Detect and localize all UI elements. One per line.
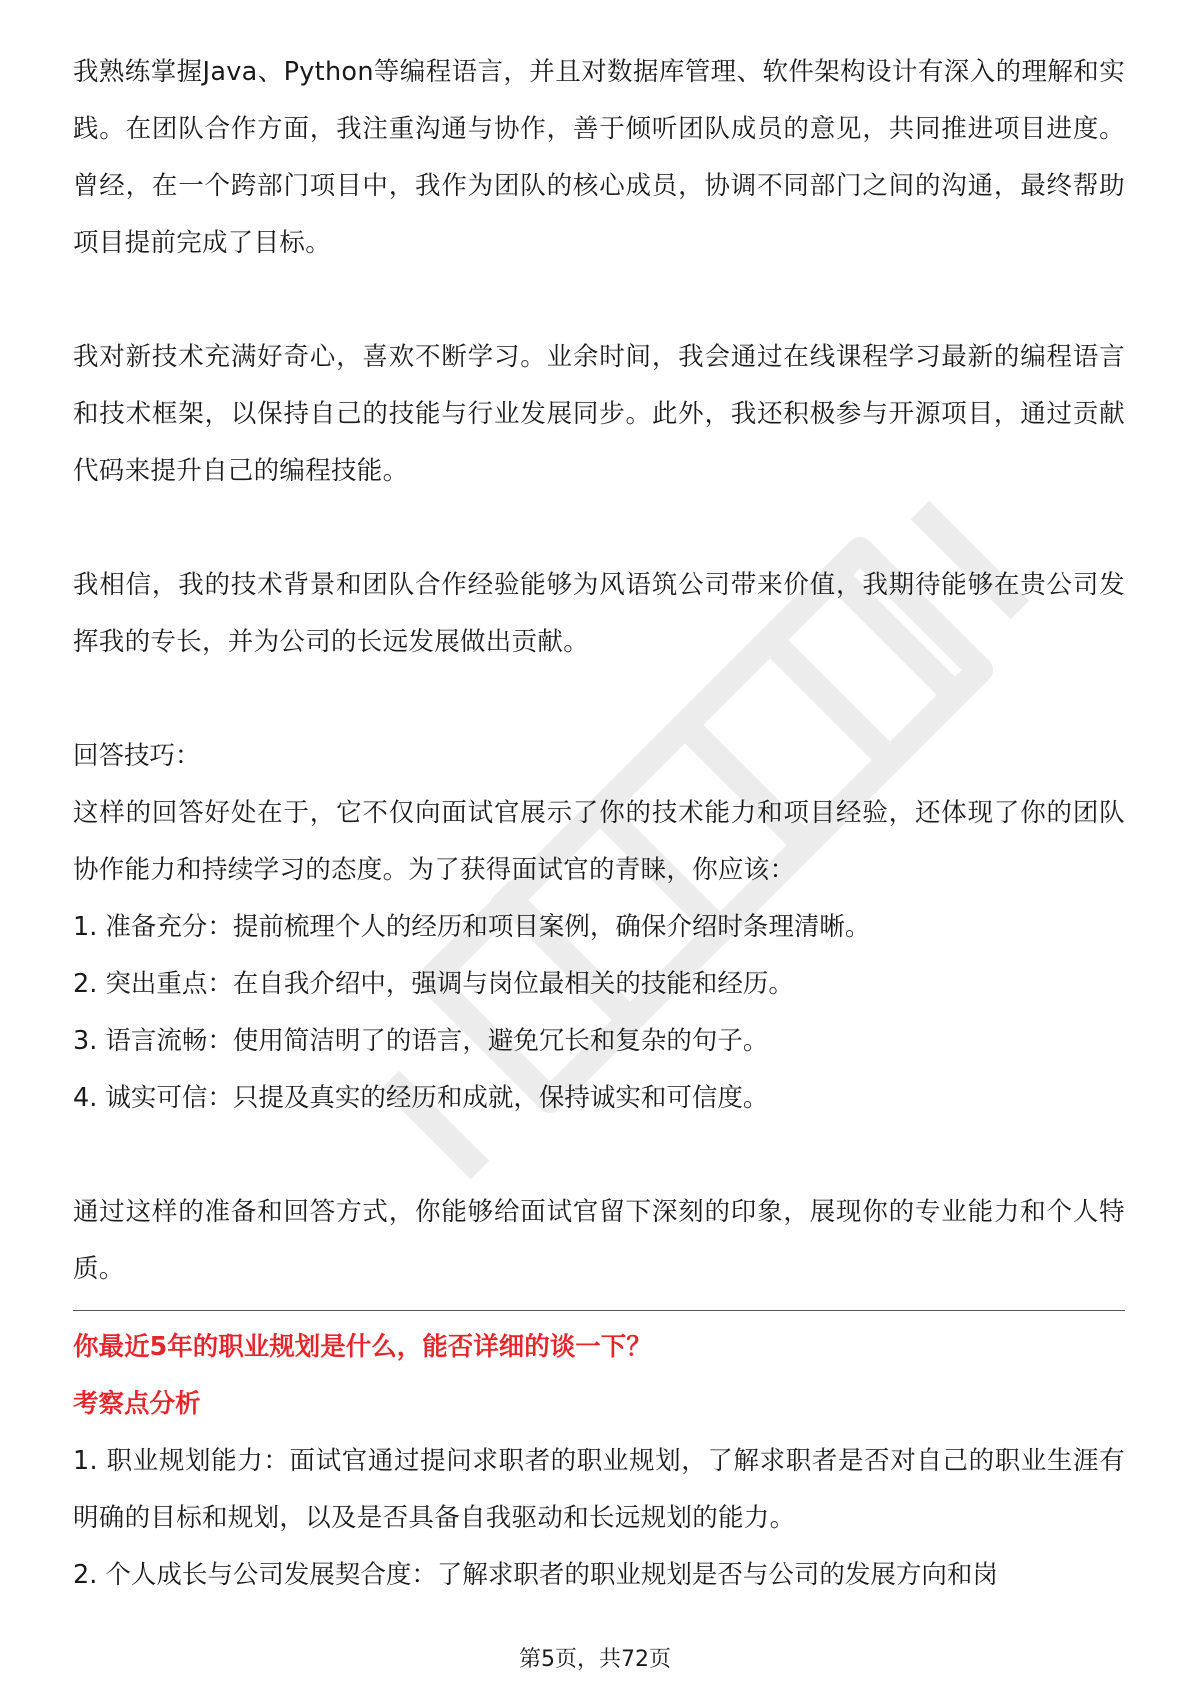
section-divider xyxy=(73,1310,1125,1311)
analysis-point: 2. 个人成长与公司发展契合度：了解求职者的职业规划是否与公司的发展方向和岗 xyxy=(73,1560,998,1590)
tips-heading: 回答技巧： xyxy=(73,741,201,771)
tips-item: 4. 诚实可信：只提及真实的经历和成就，保持诚实和可信度。 xyxy=(73,1083,769,1113)
paragraph-learning: 我对新技术充满好奇心，喜欢不断学习。业余时间，我会通过在线课程学习最新的编程语言和技术框架，以保持自己的技能与行业发展同步。此外，我还积极参与开源项目，通过贡献代码来提升自己的编程技能。 xyxy=(73,342,1125,486)
tips-item: 1. 准备充分：提前梳理个人的经历和项目案例，确保介绍时条理清晰。 xyxy=(73,912,871,942)
tips-item: 2. 突出重点：在自我介绍中，强调与岗位最相关的技能和经历。 xyxy=(73,969,794,999)
tips-conclusion: 通过这样的准备和回答方式，你能够给面试官留下深刻的印象，展现你的专业能力和个人特质。 xyxy=(73,1197,1125,1284)
analysis-point: 1. 职业规划能力：面试官通过提问求职者的职业规划，了解求职者是否对自己的职业生涯有明确的目标和规划，以及是否具备自我驱动和长远规划的能力。 xyxy=(73,1446,1125,1533)
main-content xyxy=(73,44,1125,1604)
analysis-heading: 考察点分析 xyxy=(73,1389,201,1419)
tips-intro: 这样的回答好处在于，它不仅向面试官展示了你的技术能力和项目经验，还体现了你的团队协作能力和持续学习的态度。为了获得面试官的青睐，你应该： xyxy=(73,798,1125,885)
tips-item: 3. 语言流畅：使用简洁明了的语言，避免冗长和复杂的句子。 xyxy=(73,1026,769,1056)
paragraph-value: 我相信，我的技术背景和团队合作经验能够为风语筑公司带来价值，我期待能够在贵公司发挥我的专长，并为公司的长远发展做出贡献。 xyxy=(73,570,1125,657)
question-title: 你最近5年的职业规划是什么，能否详细的谈一下？ xyxy=(73,1332,652,1362)
page-number: 第5页，共72页 xyxy=(519,1647,671,1672)
paragraph-tech-skills: 我熟练掌握Java、Python等编程语言，并且对数据库管理、软件架构设计有深入的理解和实践。在团队合作方面，我注重沟通与协作，善于倾听团队成员的意见，共同推进项目进度。曾经，在一个跨部门项目中，我作为团队的核心成员，协调不同部门之间的沟通，最终帮助项目提前完成了目标。 xyxy=(73,57,1125,258)
